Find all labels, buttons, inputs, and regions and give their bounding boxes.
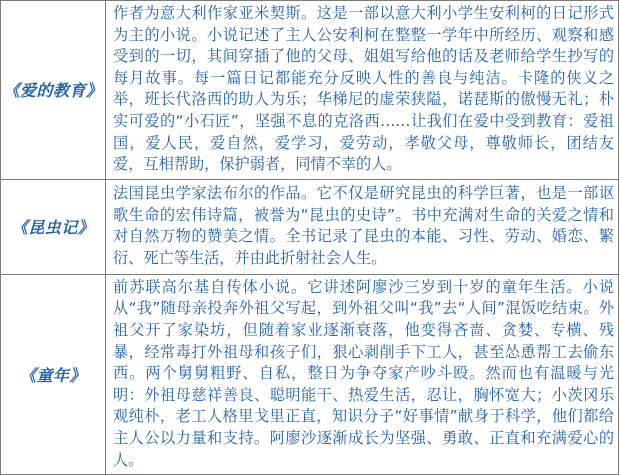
book-title: 《爱的教育》 — [1, 1, 106, 180]
book-title: 《昆虫记》 — [1, 179, 106, 274]
book-description: 作者为意大利作家亚米契斯。这是一部以意大利小学生安利柯的日记形式为主的小说。小说记述了主人公安利柯在整整一学年中所经历、观察和感受到的一切，其间穿插了他的父母、姐姐写给他的话及老师给学生抄写的每月故事。每一篇日记都能充分反映人性的善良与纯洁。卡隆的侠义之举，班长代洛西的助人为乐；华梯尼的虚荣狭隘，诺琵斯的傲慢无礼；朴实可爱的“小石匠”，坚强不息的克洛西……让我们在爱中受到教育：爱祖国，爱人民，爱自然，爱学习，爱劳动，孝敬父母，尊敬师长，团结友爱，互相帮助，保护弱者，同情不幸的人。 — [106, 1, 619, 180]
table-row — [1, 179, 619, 274]
table-row — [1, 274, 619, 474]
book-description: 前苏联高尔基自传体小说。它讲述阿廖沙三岁到十岁的童年生活。小说从“我”随母亲投奔外祖父写起，到外祖父叫“我”去“人间”混饭吃结束。外祖父开了家染坊，但随着家业逐渐衰落，他变得吝啬、贪婪、专横、残暴，经常毒打外祖母和孩子们，狠心剥削手下工人，甚至怂恿帮工去偷东西。两个舅舅粗野、自私，整日为争夺家产吵斗殴。然而也有温暖与光明：外祖母慈祥善良、聪明能干、热爱生活，忍让，胸怀宽大；小茨冈乐观纯朴，老工人格里戈里正直，知识分子“好事情”献身于科学，他们都给主人公以力量和支持。阿廖沙逐渐成长为坚强、勇敢、正直和充满爱心的人。 — [106, 274, 619, 474]
book-description: 法国昆虫学家法布尔的作品。它不仅是研究昆虫的科学巨著，也是一部讴歌生命的宏伟诗篇，被誉为“昆虫的史诗”。书中充满对生命的关爱之情和对自然万物的赞美之情。全书记录了昆虫的本能、习性、劳动、婚恋、繁衍、死亡等生活，并由此折射社会人生。 — [106, 179, 619, 274]
book-title: 《童年》 — [1, 274, 106, 474]
table-row — [1, 1, 619, 180]
